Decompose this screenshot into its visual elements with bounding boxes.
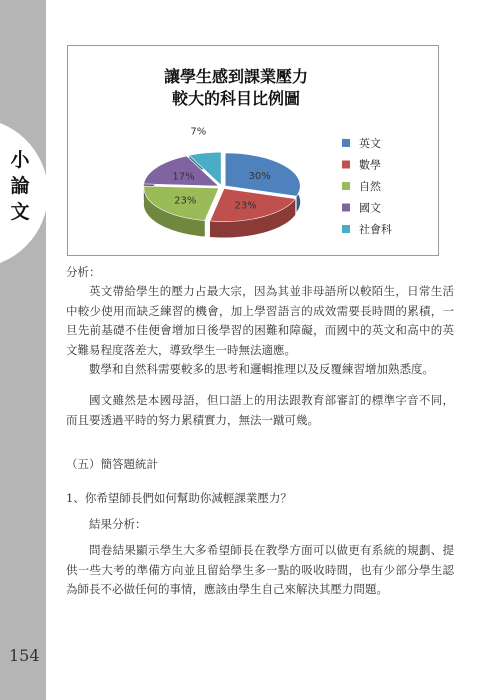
pie-data-label: 23%: [174, 195, 197, 207]
chart-title-line: 較大的科目比例圖: [171, 89, 301, 108]
section-label-char: 論: [10, 175, 30, 197]
legend-label: 社會科: [359, 223, 392, 236]
pie-data-label: 30%: [248, 170, 271, 182]
legend-swatch: [342, 139, 350, 147]
legend-label: 自然: [359, 180, 381, 193]
analysis-paragraph: 英文帶給學生的壓力占最大宗，因為其並非母語所以較陌生，日常生活中較少使用而缺乏練習的機會，加上學習語言的成效需要長時間的累積，一旦先前基礎不佳便會增加日後學習的困難和障礙，而國中的英文和高中的英文難易程度落差大，導致學生一時無法適應。: [66, 284, 454, 357]
pie-chart: [67, 45, 439, 256]
analysis-paragraph: 國文雖然是本國母語，但口語上的用法跟教育部審訂的標準字音不同，而且要透過平時的努力累積實力，無法一蹴可幾。: [66, 393, 454, 427]
pie-chart-svg: [68, 46, 438, 255]
side-band: [0, 0, 46, 700]
question-text: 1、你希望師長們如何幫助你減輕課業壓力？: [66, 491, 292, 505]
legend-label: 英文: [359, 137, 381, 150]
legend-swatch: [342, 182, 350, 190]
page-number: 154: [9, 646, 40, 665]
chart-title-line: 讓學生感到課業壓力: [163, 67, 309, 86]
result-text: 問卷結果顯示學生大多希望師長在教學方面可以做更有系統的規劃、提供一些大考的準備方向並且留給學生多一點的吸收時間，也有少部分學生認為師長不必做任何的事情，應該由學生自己來解決其壓力問題。: [66, 543, 454, 596]
pie-data-label: 7%: [190, 126, 207, 138]
pie-data-label: 23%: [234, 200, 257, 212]
legend-swatch: [342, 161, 350, 169]
section-label-char: 文: [10, 201, 30, 223]
legend-swatch: [342, 204, 350, 212]
legend-label: 國文: [359, 201, 381, 215]
legend-label: 數學: [359, 158, 381, 172]
result-label: 結果分析：: [89, 517, 147, 531]
analysis-heading: 分析：: [66, 265, 101, 279]
pie-data-label: 17%: [172, 171, 195, 183]
legend-swatch: [342, 225, 350, 233]
section-label: [9, 147, 31, 225]
section-label-char: 小: [10, 149, 30, 171]
section-heading: （五）簡答題統計: [66, 457, 158, 471]
analysis-paragraph: 數學和自然科需要較多的思考和邏輯推理以及反覆練習增加熟悉度。: [89, 362, 434, 376]
